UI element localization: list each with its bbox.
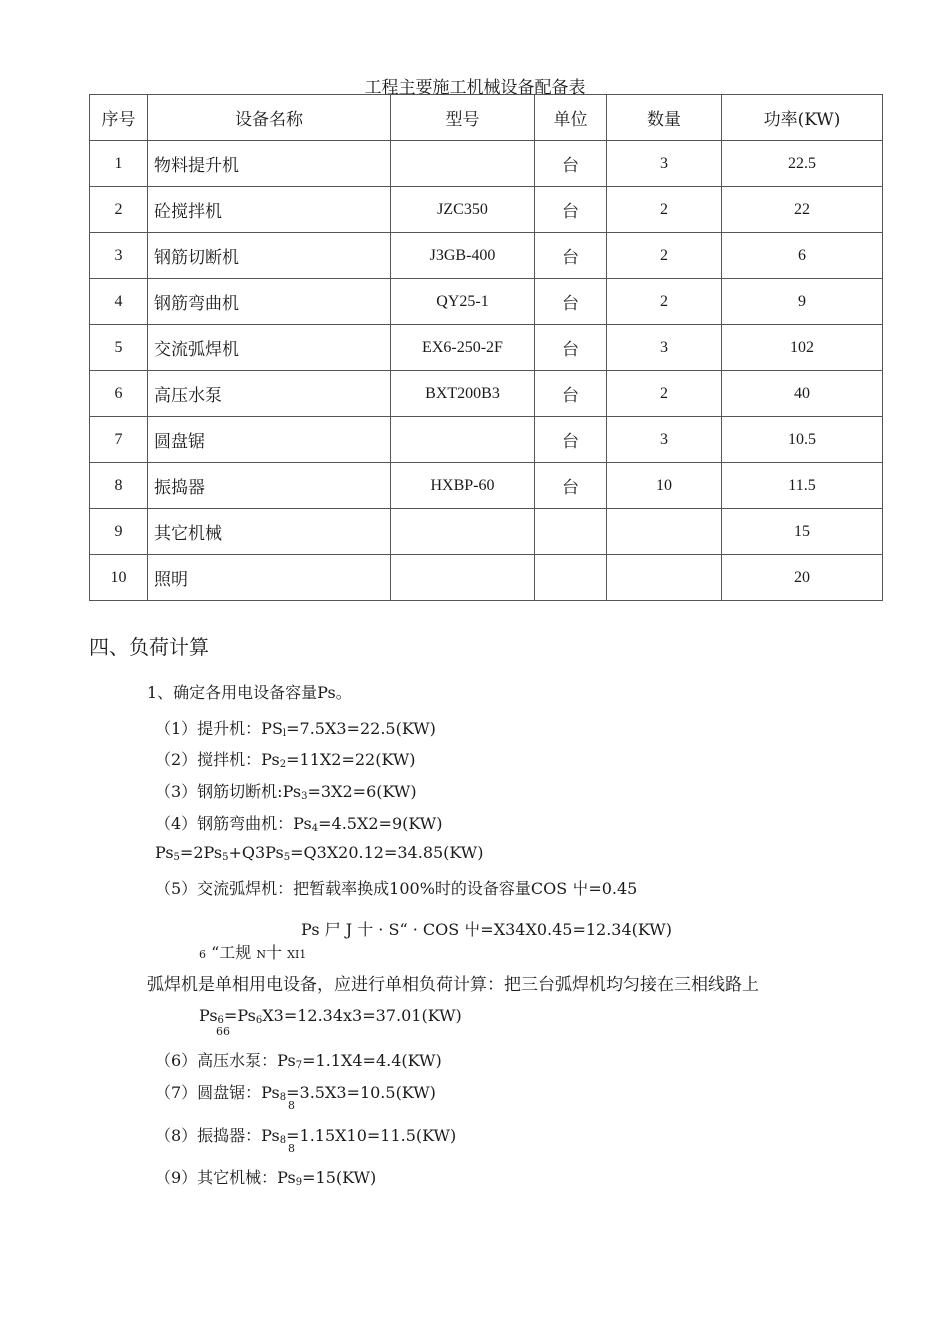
header-unit: 单位 [535, 95, 607, 141]
cell-qty: 3 [607, 325, 722, 371]
cell-qty: 3 [607, 141, 722, 187]
cell-unit [535, 555, 607, 601]
calc-line-12: （7）圆盘锯：$Ps_8=3.5Ⅹ3=10.5(KW)$ [155, 1083, 436, 1103]
cell-no: 6 [90, 371, 148, 417]
cell-qty [607, 509, 722, 555]
cell-no: 10 [90, 555, 148, 601]
calc-line-11: （6）高压水泵：$Ps_7=1.1Ⅹ4=4.4(KW)$ [155, 1051, 442, 1071]
cell-name: 钢筋弯曲机 [148, 279, 391, 325]
calc-line-13: （8）振捣器：$Ps_8=1.15Ⅹ10=11.5(KW)$ [155, 1126, 457, 1146]
cell-model [391, 555, 535, 601]
cell-power: 11.5 [722, 463, 883, 509]
cell-model [391, 141, 535, 187]
cell-qty: 2 [607, 233, 722, 279]
table-row [90, 187, 883, 233]
cell-model: HXBP-60 [391, 463, 535, 509]
cell-model: J3GB-400 [391, 233, 535, 279]
cell-name: 振捣器 [148, 463, 391, 509]
table-row [90, 463, 883, 509]
cell-model: EX6-250-2F [391, 325, 535, 371]
cell-unit: 台 [535, 279, 607, 325]
table-row [90, 279, 883, 325]
cell-unit: 台 [535, 141, 607, 187]
cell-power: 9 [722, 279, 883, 325]
calc-line-13-sub: 8 [288, 1142, 295, 1155]
cell-power: 22 [722, 187, 883, 233]
cell-model [391, 509, 535, 555]
cell-model: QY25-1 [391, 279, 535, 325]
cell-power: 40 [722, 371, 883, 417]
cell-name: 砼搅拌机 [148, 187, 391, 233]
calc-line-6: （5）交流弧焊机：把暂载率换成100%时的设备容量COS 屮=0.45 [155, 879, 638, 898]
cell-qty [607, 555, 722, 601]
cell-name: 钢筋切断机 [148, 233, 391, 279]
cell-qty: 2 [607, 371, 722, 417]
cell-unit: 台 [535, 371, 607, 417]
header-model: 型号 [391, 95, 535, 141]
cell-name: 高压水泵 [148, 371, 391, 417]
calc-line-7: Ps 尸 J 十 · S“ · COS 屮=Ⅹ34Ⅹ0.45=12.34(KW) [301, 920, 672, 939]
cell-power: 15 [722, 509, 883, 555]
cell-power: 6 [722, 233, 883, 279]
table-header-row [90, 95, 883, 141]
cell-qty: 10 [607, 463, 722, 509]
table-row [90, 233, 883, 279]
cell-unit: 台 [535, 187, 607, 233]
calc-line-5: $Ps_5=2Ps_5+Q3Ps_5=Q3Ⅹ20.12=34.85(KW)$ [155, 843, 484, 863]
calc-line-9: 弧焊机是单相用电设备，应进行单相负荷计算：把三台弧焊机均匀接在三相线路上 [147, 975, 759, 995]
header-qty: 数量 [607, 95, 722, 141]
table-row [90, 509, 883, 555]
cell-name: 圆盘锯 [148, 417, 391, 463]
cell-model: BXT200B3 [391, 371, 535, 417]
cell-unit: 台 [535, 463, 607, 509]
cell-qty: 2 [607, 187, 722, 233]
cell-unit: 台 [535, 233, 607, 279]
table-title: 工程主要施工机械设备配备表 [364, 78, 586, 98]
cell-no: 4 [90, 279, 148, 325]
calc-line-2: （2）搅拌机：$Ps_2=11Ⅹ2=22(KW)$ [155, 750, 416, 770]
cell-name: 其它机械 [148, 509, 391, 555]
cell-no: 2 [90, 187, 148, 233]
table-row [90, 555, 883, 601]
cell-power: 102 [722, 325, 883, 371]
table-row [90, 141, 883, 187]
calc-line-1: （1）提升机：$PS_l=7.5Ⅹ3=22.5(KW)$ [155, 719, 436, 739]
cell-unit [535, 509, 607, 555]
cell-no: 9 [90, 509, 148, 555]
cell-model [391, 417, 535, 463]
calc-line-8: 6 “工规 N十 XI1 [199, 943, 307, 962]
cell-name: 交流弧焊机 [148, 325, 391, 371]
section-heading: 四、负荷计算 [89, 635, 209, 659]
table-row [90, 325, 883, 371]
calc-line-10-sub: 66 [216, 1025, 230, 1038]
cell-power: 10.5 [722, 417, 883, 463]
table-row [90, 371, 883, 417]
header-power: 功率(KW) [722, 95, 883, 141]
cell-power: 20 [722, 555, 883, 601]
cell-no: 8 [90, 463, 148, 509]
cell-model: JZC350 [391, 187, 535, 233]
calc-line-12-sub: 8 [288, 1099, 295, 1112]
step-1-text: 1、确定各用电设备容量Ps。 [147, 683, 352, 702]
cell-power: 22.5 [722, 141, 883, 187]
header-name: 设备名称 [148, 95, 391, 141]
cell-no: 3 [90, 233, 148, 279]
cell-no: 1 [90, 141, 148, 187]
header-no: 序号 [90, 95, 148, 141]
calc-line-4: （4）钢筋弯曲机：$Ps_4=4.5Ⅹ2=9(KW)$ [155, 814, 443, 834]
cell-name: 物料提升机 [148, 141, 391, 187]
table-row [90, 417, 883, 463]
cell-no: 5 [90, 325, 148, 371]
cell-qty: 3 [607, 417, 722, 463]
calc-line-14: （9）其它机械：$Ps_9=15(KW)$ [155, 1168, 377, 1188]
calc-line-3: （3）钢筋切断机$:Ps_3=3Ⅹ2=6(KW)$ [155, 782, 417, 802]
cell-name: 照明 [148, 555, 391, 601]
cell-unit: 台 [535, 325, 607, 371]
equipment-table [89, 94, 883, 601]
cell-no: 7 [90, 417, 148, 463]
calc-line-10: $Ps_6=Ps_6Ⅹ3=12.34x3=37.01(KW)$ [199, 1006, 462, 1026]
cell-unit: 台 [535, 417, 607, 463]
cell-qty: 2 [607, 279, 722, 325]
